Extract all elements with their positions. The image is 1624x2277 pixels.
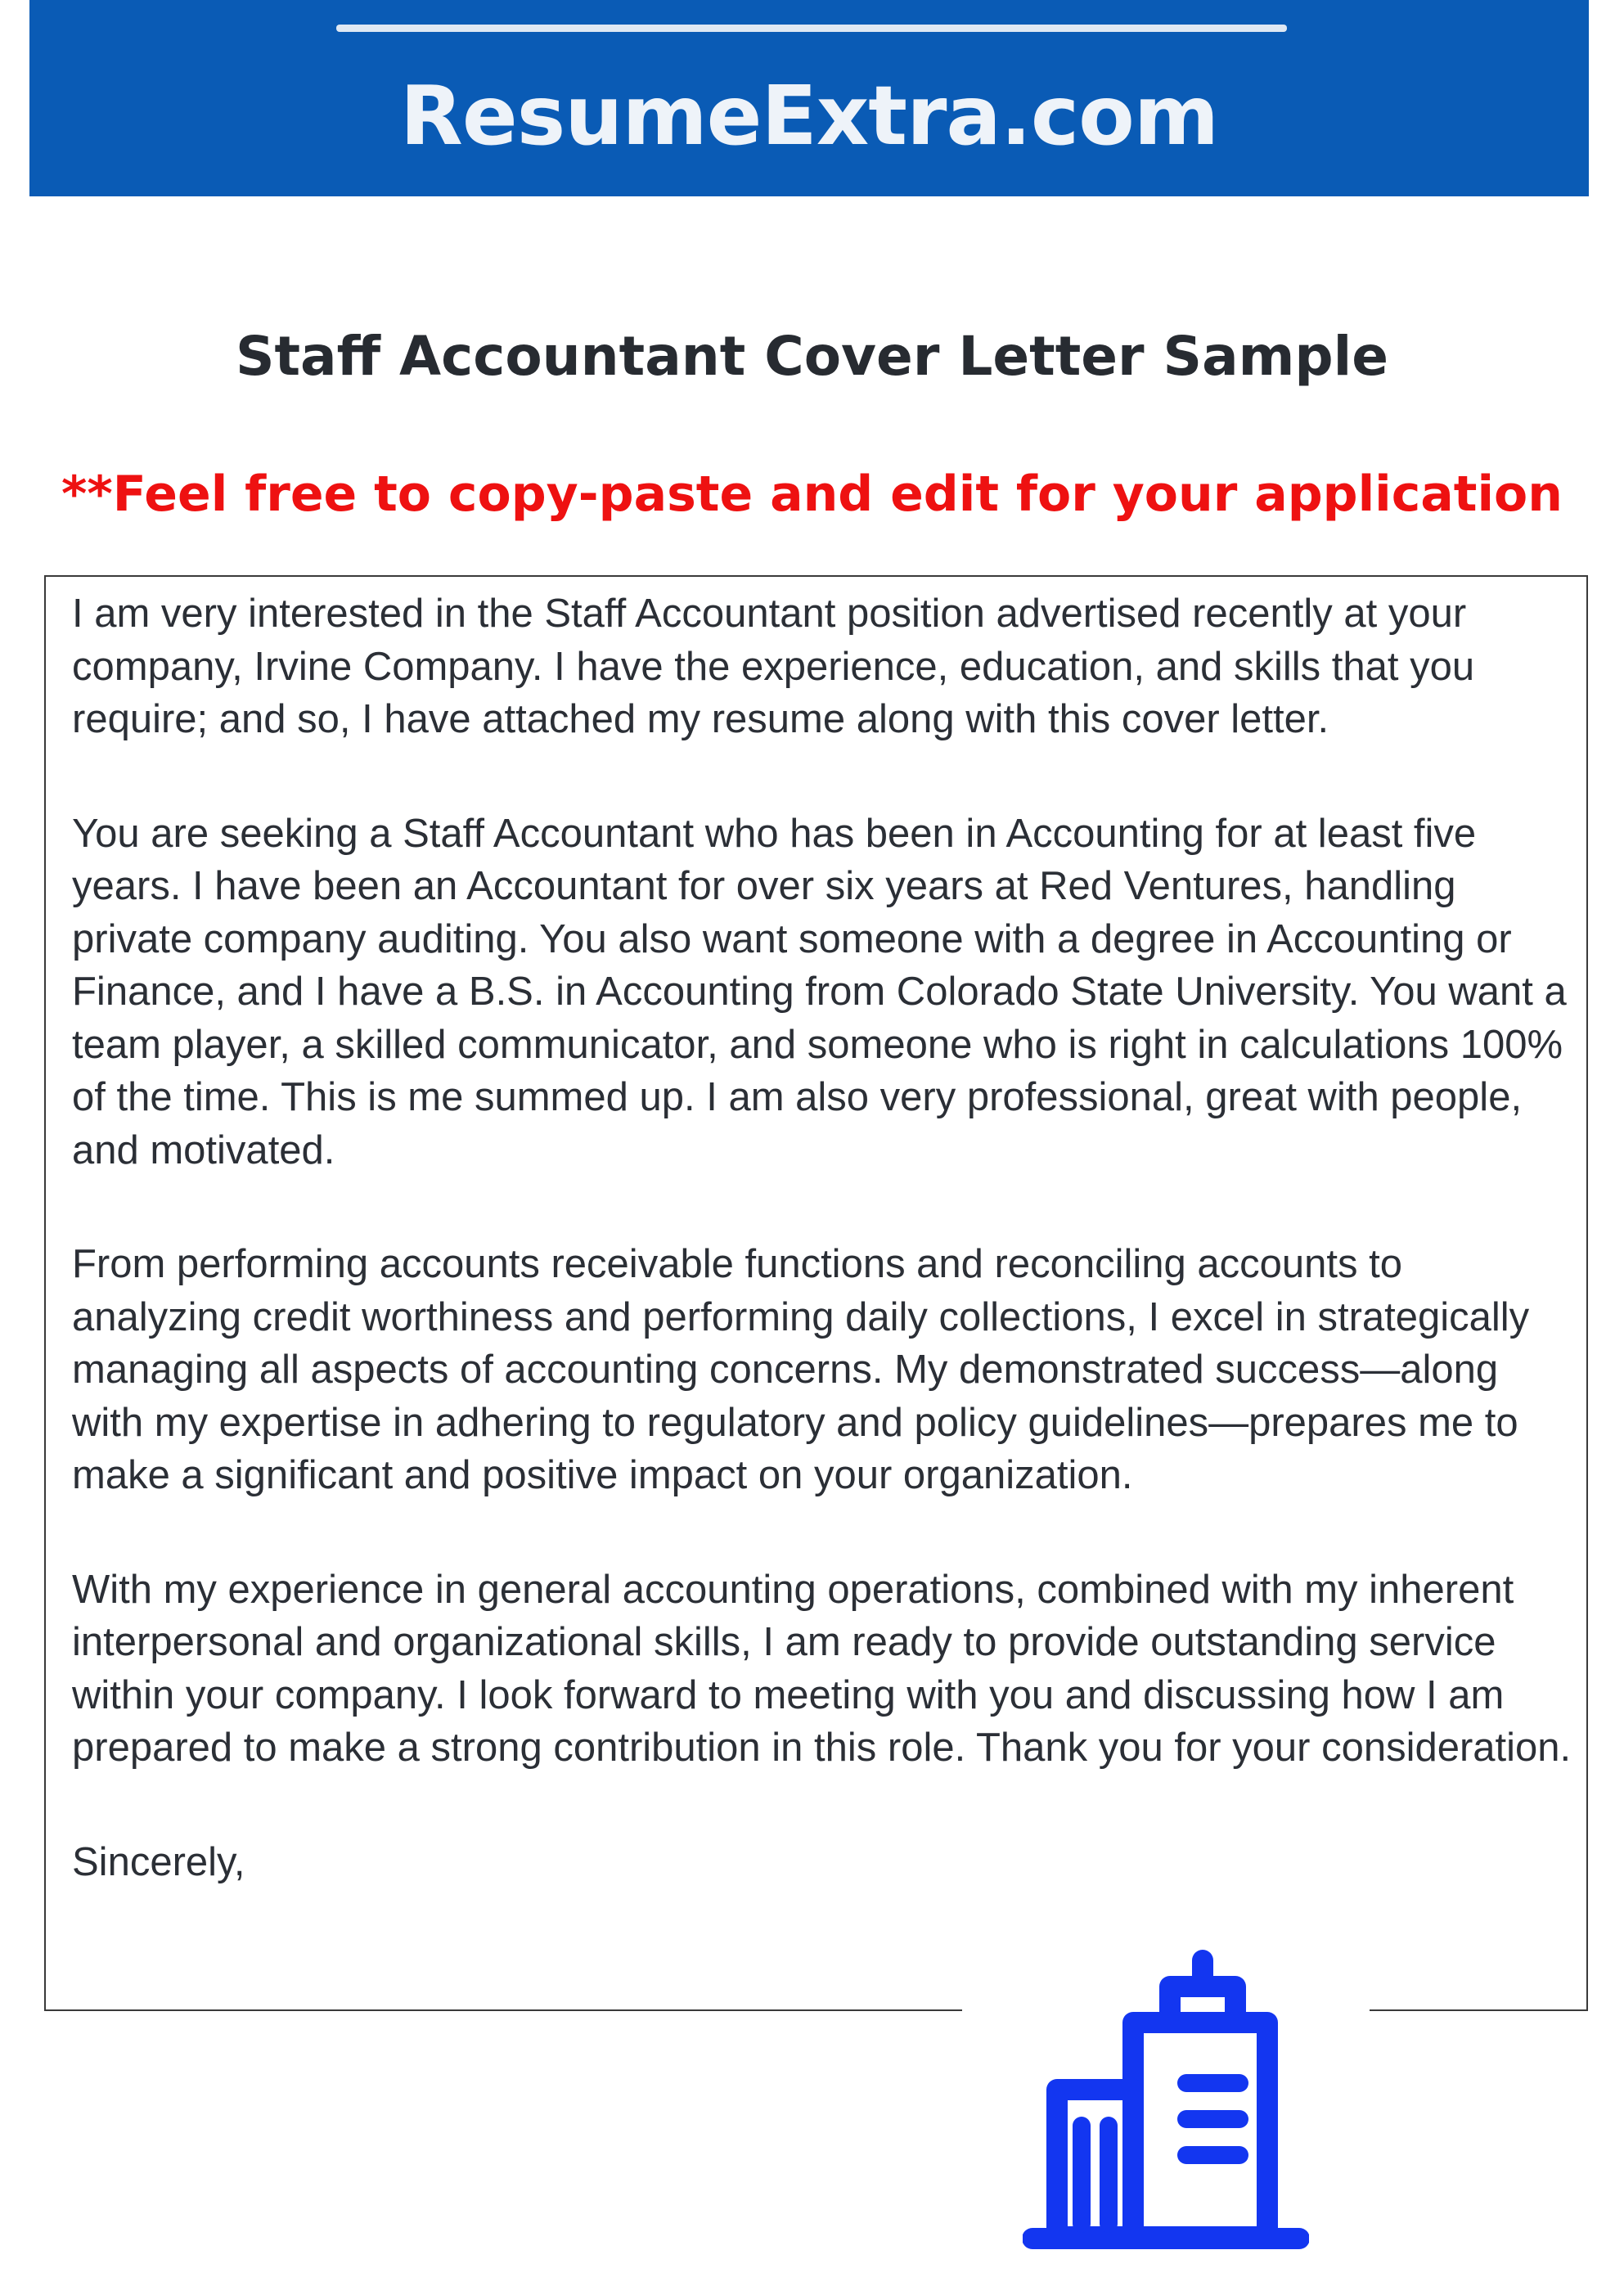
letter-paragraph: From performing accounts receivable functions and reconciling accounts to analyzing credit worthiness and performing daily collections, I excel in strategically managing all aspects of accounting concerns. My demonstrated success—along with my expertise in adhering to regulatory and policy guidelines—prepares me to make a significant and positive impact on your organization.	[72, 1242, 1530, 1497]
letter-paragraph: I am very interested in the Staff Accountant position advertised recently at your company, Irvine Company. I have the experience, education, and skills that you require; and so, I have attached my resume along with this cover letter.	[72, 592, 1475, 741]
letter-paragraph: You are seeking a Staff Accountant who has been in Accounting for at least five years. I have been an Accountant for over six years at Red Ventures, handling private company auditing. You also want someone with a degree in Accounting or Finance, and I have a B.S. in Accounting from Colorado State University. You want a team player, a skilled communicator, and someone who is right in calculations 100% of the time. This is me summed up. I am also very professional, great with people, and motivated.	[72, 811, 1567, 1172]
site-logo[interactable]: ResumeExtra.com	[399, 68, 1219, 164]
letter-body	[72, 587, 1574, 1950]
office-building-icon	[1023, 1946, 1309, 2257]
header-divider	[336, 25, 1287, 32]
letter-paragraph: With my experience in general accounting operations, combined with my inherent interpersonal and organizational skills, I am ready to provide outstanding service within your company. I look forward to meeting with you and discussing how I am prepared to make a strong contribution in this role. Thank you for your consideration.	[72, 1567, 1572, 1770]
page-title: Staff Accountant Cover Letter Sample	[235, 325, 1389, 388]
page-subtitle: **Feel free to copy-paste and edit for your application	[61, 466, 1563, 523]
letter-closing: Sincerely,	[72, 1839, 245, 1884]
header-banner	[29, 0, 1589, 196]
